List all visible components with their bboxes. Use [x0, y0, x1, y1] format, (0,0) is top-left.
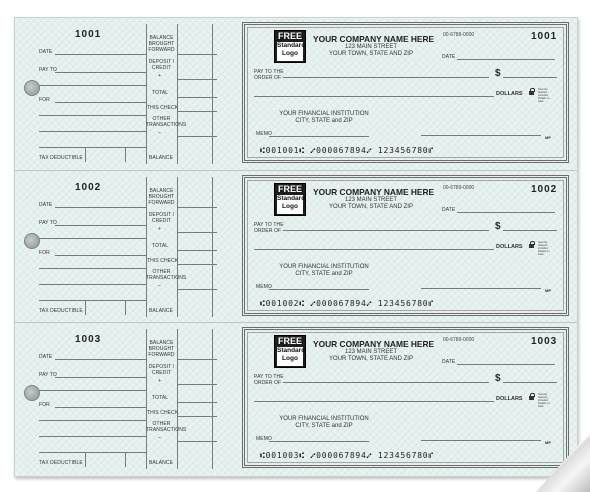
check [242, 327, 569, 468]
memo-label: MEMO [256, 131, 272, 137]
plus-sign: + [158, 73, 162, 79]
company-city-state: YOUR TOWN, STATE AND ZIP [329, 356, 413, 362]
minus-sign: – [158, 435, 161, 441]
stub-tax-deductible-label: TAX DEDUCTIBLE [39, 308, 83, 314]
stub-check-number: 1001 [75, 29, 102, 40]
security-note: Security features included. Details on back. [538, 241, 550, 256]
stub-for-label: FOR [39, 402, 50, 408]
stub-total-label: TOTAL [152, 395, 169, 401]
check-row [15, 322, 577, 475]
company-city-state: YOUR TOWN, STATE AND ZIP [329, 204, 413, 210]
stub-other-transactions-label: OTHER TRANSACTIONS [146, 116, 187, 128]
stub-check-number: 1002 [75, 182, 102, 193]
bank-city: CITY, STATE and ZIP [295, 118, 353, 124]
dollar-sign: $ [495, 221, 501, 232]
stub-for-label: FOR [39, 97, 50, 103]
micr-line: ⑆001003⑆ ⑇000067894⑇ 123456780⑈ [260, 451, 435, 460]
stub-this-check-label: THIS CHECK [147, 258, 179, 264]
mp-mark: MP [545, 440, 551, 445]
company-name: YOUR COMPANY NAME HERE [313, 34, 435, 44]
check-number: 1003 [531, 336, 558, 347]
lock-icon [529, 88, 534, 95]
company-city-state: YOUR TOWN, STATE AND ZIP [329, 51, 413, 57]
memo-label: MEMO [256, 284, 272, 290]
check-stub [15, 18, 233, 170]
memo-label: MEMO [256, 436, 272, 442]
company-name: YOUR COMPANY NAME HERE [313, 339, 435, 349]
stub-deposit-credit-label: DEPOSIT / CREDIT [148, 212, 175, 224]
bank-city: CITY, STATE and ZIP [295, 423, 353, 429]
logo-placeholder: FREE Standard Logo [274, 30, 306, 63]
check-stub [15, 323, 233, 475]
check-stub [15, 171, 233, 323]
stub-date-label: DATE [39, 202, 53, 208]
company-address: 123 MAIN STREET [344, 349, 397, 355]
stub-this-check-label: THIS CHECK [147, 105, 179, 111]
check [242, 22, 569, 163]
bank-name: YOUR FINANCIAL INSTITUTION [279, 111, 369, 117]
stub-pay-to-label: PAY TO [39, 372, 57, 378]
check-row [15, 18, 577, 170]
stub-check-number: 1003 [75, 334, 102, 345]
micr-line: ⑆001001⑆ ⑇000067894⑇ 123456780⑈ [260, 146, 435, 155]
stub-pay-to-label: PAY TO [39, 67, 57, 73]
check-sheet [14, 17, 578, 477]
stub-balance-label: BALANCE [149, 308, 174, 314]
logo-placeholder: FREE Standard Logo [274, 183, 306, 216]
lock-icon [529, 241, 534, 248]
stub-date-label: DATE [39, 49, 53, 55]
company-address: 123 MAIN STREET [344, 44, 397, 50]
minus-sign: – [158, 283, 161, 289]
check-number: 1002 [531, 184, 558, 195]
routing-fraction: 00-6789-0000 [443, 337, 475, 343]
check-date-label: DATE [442, 359, 456, 365]
check-date-label: DATE [442, 54, 456, 60]
stub-total-label: TOTAL [152, 243, 169, 249]
stub-tax-deductible-label: TAX DEDUCTIBLE [39, 155, 83, 161]
binder-hole [24, 233, 40, 249]
stub-balance-label: BALANCE [149, 155, 174, 161]
stub-balance-brought-forward-label: BALANCE BROUGHT FORWARD [148, 188, 175, 206]
bank-name: YOUR FINANCIAL INSTITUTION [279, 416, 369, 422]
company-name: YOUR COMPANY NAME HERE [313, 187, 435, 197]
dollars-label: DOLLARS [496, 396, 523, 402]
mp-mark: MP [545, 288, 551, 293]
dollar-sign: $ [495, 68, 501, 79]
plus-sign: + [158, 226, 162, 232]
stub-other-transactions-label: OTHER TRANSACTIONS [146, 269, 187, 281]
plus-sign: + [158, 378, 162, 384]
binder-hole [24, 385, 40, 401]
pay-to-order-label: PAY TO THE ORDER OF [254, 222, 284, 234]
company-address: 123 MAIN STREET [344, 197, 397, 203]
stub-balance-brought-forward-label: BALANCE BROUGHT FORWARD [148, 35, 175, 53]
binder-hole [24, 80, 40, 96]
stub-pay-to-label: PAY TO [39, 220, 57, 226]
bank-name: YOUR FINANCIAL INSTITUTION [279, 264, 369, 270]
check [242, 175, 569, 316]
stub-balance-label: BALANCE [149, 460, 174, 466]
mp-mark: MP [545, 135, 551, 140]
stub-tax-deductible-label: TAX DEDUCTIBLE [39, 460, 83, 466]
lock-icon [529, 393, 534, 400]
stub-this-check-label: THIS CHECK [147, 410, 179, 416]
stub-balance-brought-forward-label: BALANCE BROUGHT FORWARD [148, 340, 175, 358]
dollars-label: DOLLARS [496, 244, 523, 250]
dollars-label: DOLLARS [496, 91, 523, 97]
stub-other-transactions-label: OTHER TRANSACTIONS [146, 421, 187, 433]
stub-total-label: TOTAL [152, 90, 169, 96]
micr-line: ⑆001002⑆ ⑇000067894⑇ 123456780⑈ [260, 299, 435, 308]
security-note: Security features included. Details on back. [538, 88, 550, 103]
stub-deposit-credit-label: DEPOSIT / CREDIT [148, 364, 175, 376]
security-note: Security features included. Details on back. [538, 393, 550, 408]
stub-deposit-credit-label: DEPOSIT / CREDIT [148, 59, 175, 71]
routing-fraction: 00-6789-0000 [443, 185, 475, 191]
bank-city: CITY, STATE and ZIP [295, 271, 353, 277]
stub-date-label: DATE [39, 354, 53, 360]
logo-placeholder: FREE Standard Logo [274, 335, 306, 368]
check-date-label: DATE [442, 207, 456, 213]
minus-sign: – [158, 130, 161, 136]
dollar-sign: $ [495, 373, 501, 384]
check-row [15, 170, 577, 323]
pay-to-order-label: PAY TO THE ORDER OF [254, 69, 284, 81]
pay-to-order-label: PAY TO THE ORDER OF [254, 374, 284, 386]
routing-fraction: 00-6789-0000 [443, 32, 475, 38]
stub-for-label: FOR [39, 250, 50, 256]
check-number: 1001 [531, 31, 558, 42]
